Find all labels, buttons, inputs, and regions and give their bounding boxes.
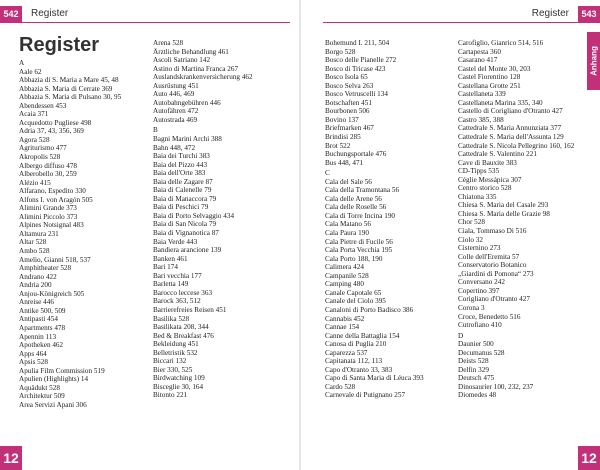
index-entry: Abbazia S. Maria di Pulsano 30, 95	[19, 93, 122, 102]
index-entry: Castellaneta 339	[458, 90, 506, 99]
index-entry: Cala delle Arene 56	[325, 194, 382, 203]
right-chapter-number: 12	[578, 446, 600, 470]
index-entry: Andria 200	[19, 281, 52, 290]
index-entry: Chiesa S. Maria delle Grazie 98	[458, 209, 550, 218]
left-chapter-number: 12	[0, 446, 22, 470]
index-entry: Alimini Piccolo 373	[19, 212, 78, 221]
index-entry: Auto 446, 469	[153, 90, 195, 99]
index-entry: Cala Matano 56	[325, 220, 371, 229]
index-entry: Abbazia S. Maria di Cerrate 369	[19, 84, 113, 93]
index-entry: Birdwatching 109	[153, 374, 205, 383]
index-entry: Cave di Bauxite 383	[458, 158, 517, 167]
index-entry: Corigliano d'Otranto 427	[458, 295, 530, 304]
page-title: Register	[19, 34, 100, 56]
index-entry: Abbazia di S. Maria a Mare 45, 48	[19, 76, 119, 85]
index-entry: Alpines Notsignal 483	[19, 221, 84, 230]
index-entry: Casarano 417	[458, 56, 498, 65]
index-entry: Botschaften 451	[325, 98, 372, 107]
index-entry: Cala delle Roselle 56	[325, 203, 387, 212]
index-entry: Acquedotto Pugliese 498	[19, 118, 92, 127]
index-entry: Bohemund I. 211, 504	[325, 39, 390, 47]
index-entry: Cattedrale S. Maria Annunziata 377	[458, 124, 562, 133]
index-entry: Bosco di Tricase 423	[325, 64, 386, 73]
index-entry: Bourbonen 506	[325, 107, 370, 116]
index-entry: Bovino 137	[325, 115, 359, 124]
index-entry: Apulien (Highlights) 14	[19, 375, 89, 384]
index-entry: Brot 522	[325, 141, 351, 150]
index-entry: Cala Porto 188, 190	[325, 254, 383, 263]
index-entry: Dinosaurier 100, 232, 237	[458, 382, 534, 391]
index-entry: Chiatona 335	[458, 192, 497, 201]
index-entry: Amelio, Gianni 518, 537	[19, 255, 91, 264]
index-entry: Bier 330, 525	[153, 365, 193, 374]
index-entry: Capo di Santa Maria di Léuca 393	[325, 374, 424, 383]
index-entry: Aquädukt 528	[19, 383, 60, 392]
index-entry: Canosa di Puglia 210	[325, 340, 387, 349]
index-entry: Barocco leccese 363	[153, 288, 213, 297]
index-entry: Alézio 415	[19, 178, 51, 187]
index-entry: Baia di Calenelle 79	[153, 186, 212, 195]
index-entry: Caparezza 537	[325, 348, 368, 357]
index-entry: Ciala, Tommaso Di 516	[458, 227, 527, 236]
index-entry: Apotheken 462	[19, 341, 64, 350]
index-entry: Cala Porta Vecchia 195	[325, 246, 393, 255]
index-entry: Canne della Battaglia 154	[325, 331, 400, 340]
index-entry: Autobahngebühren 446	[153, 98, 221, 107]
index-entry: Autofähren 472	[153, 107, 199, 116]
index-entry: Apartments 478	[19, 323, 66, 332]
index-entry: Bekleidung 451	[153, 340, 199, 349]
index-entry: Agora 528	[19, 135, 50, 144]
index-entry: Apsis 528	[19, 358, 48, 367]
index-entry: Chor 528	[458, 218, 485, 227]
index-entry: Baia di Manaccora 79	[153, 194, 217, 203]
index-entry: Apulia Film Commission 519	[19, 366, 105, 375]
index-entry: Decumanus 528	[458, 348, 505, 357]
index-entry: Ärztliche Behandlung 461	[153, 47, 229, 56]
right-page-header	[301, 6, 600, 22]
right-header-rule	[323, 22, 600, 23]
index-entry: Albergo diffuso 478	[19, 161, 78, 170]
index-entry: Area Servizi Apani 306	[19, 400, 87, 409]
index-entry: Carofiglio, Gianrico 514, 516	[458, 39, 544, 47]
index-entry: CD-Tipps 535	[458, 167, 500, 176]
index-entry: Conversano 242	[458, 278, 505, 287]
index-entry: Bosco Vetruscelli 134	[325, 90, 388, 99]
index-entry: Bitonto 221	[153, 391, 188, 400]
index-entry: Antike 500, 509	[19, 306, 66, 315]
index-entry: Castel Fiorentino 128	[458, 73, 521, 82]
index-entry: Alberobello 30, 259	[19, 170, 77, 179]
index-entry: Apennin 113	[19, 332, 57, 341]
index-entry: Ausrüstung 451	[153, 81, 199, 90]
index-entry: Briefmarken 467	[325, 124, 374, 133]
index-entry: Calimera 424	[325, 263, 364, 272]
index-entry: Bed & Breakfast 476	[153, 331, 214, 340]
index-entry: Ambo 528	[19, 247, 50, 256]
index-entry: Deists 528	[458, 357, 489, 366]
index-entry: Bari 174	[153, 263, 178, 272]
index-entry: Baia Verde 443	[153, 237, 198, 246]
index-entry: Baia del Pizzo 443	[153, 160, 208, 169]
index-entry: Andrano 422	[19, 272, 57, 281]
index-entry: Baia dei Turchi 383	[153, 152, 210, 161]
index-entry: Castel del Monte 30, 203	[458, 64, 531, 73]
index-entry: Castro 385, 388	[458, 115, 504, 124]
index-entry: Biccari 132	[153, 357, 187, 366]
index-entry: Cutrofiano 410	[458, 321, 502, 330]
index-entry: Diomedes 48	[458, 391, 497, 400]
index-entry: Arena 528	[153, 39, 184, 47]
index-entry: Capitanata 112, 113	[325, 357, 383, 366]
index-entry: Ascoli Satriano 142	[153, 56, 211, 65]
right-column-2	[458, 39, 574, 400]
index-entry: Bandiera arancione 139	[153, 246, 222, 255]
right-page-number: 543	[578, 6, 600, 22]
index-entry: Castellana Grotte 251	[458, 81, 521, 90]
index-entry: Architektur 509	[19, 392, 65, 401]
index-entry: Bosco Selva 263	[325, 81, 374, 90]
index-entry: Belletristik 532	[153, 348, 198, 357]
index-entry: Baia dell'Orte 383	[153, 169, 206, 178]
index-entry: Colle dell'Eremita 57	[458, 252, 520, 261]
index-entry: Aale 62	[19, 67, 42, 76]
left-page-number: 542	[0, 6, 22, 22]
index-entry: Campanile 528	[325, 271, 369, 280]
index-entry: Cannabis 452	[325, 314, 365, 323]
index-entry: Amphitheater 528	[19, 264, 72, 273]
index-entry: Cattedrale S. Valentino 221	[458, 150, 537, 159]
index-entry: Daunier 500	[458, 340, 494, 349]
index-letter-heading: B	[153, 126, 158, 135]
index-entry: Bisceglie 30, 164	[153, 382, 204, 391]
right-column-1	[325, 39, 424, 400]
index-entry: Baia di Porto Selvaggio 434	[153, 211, 235, 220]
index-entry: Akropolis 528	[19, 153, 61, 162]
index-entry: Abendessen 453	[19, 101, 67, 110]
index-entry: Barrierefreies Reisen 451	[153, 305, 227, 314]
index-entry: Baia delle Zagare 87	[153, 177, 213, 186]
left-page	[0, 0, 299, 470]
index-entry: Céglie Messápica 307	[458, 175, 522, 184]
index-entry: Canaloni di Porto Badisco 386	[325, 305, 414, 314]
index-entry: Cala Paura 190	[325, 229, 369, 238]
index-entry: Basilika 528	[153, 314, 190, 323]
index-entry: Bus 448, 471	[325, 158, 364, 167]
index-entry: Anjou-Königreich 505	[19, 289, 85, 298]
index-entry: Cala Pietre di Fucile 56	[325, 237, 393, 246]
index-entry: Cala del Sale 56	[325, 177, 372, 186]
index-entry: Conservatorio Botanico	[458, 261, 527, 270]
index-entry: Cala di Torre Incina 190	[325, 211, 396, 220]
index-entry: Barock 363, 512	[153, 297, 201, 306]
index-entry: Autostrada 469	[153, 115, 198, 124]
index-entry: Copertino 397	[458, 286, 500, 295]
index-entry: Apps 464	[19, 349, 47, 358]
index-entry: Cattedrale S. Nicola Pellegrino 160, 162	[458, 141, 575, 150]
index-entry: Basilikata 208, 344	[153, 323, 209, 332]
left-column-2	[153, 39, 253, 400]
index-entry: Cardo 528	[325, 382, 356, 391]
index-entry: Bari vecchia 177	[153, 271, 202, 280]
right-page	[301, 0, 600, 470]
right-header-label: Register	[531, 8, 569, 19]
section-tab	[587, 32, 600, 90]
index-entry: Corona 3	[458, 303, 485, 312]
index-entry: Canale del Ciolo 395	[325, 297, 386, 306]
index-entry: Bosco Isola 65	[325, 73, 368, 82]
index-entry: Centro storico 528	[458, 184, 512, 193]
index-entry: Cartapesta 360	[458, 47, 501, 56]
index-entry: Altamura 231	[19, 229, 59, 238]
index-entry: Acaia 371	[19, 110, 49, 119]
index-entry: Brindisi 285	[325, 133, 361, 142]
index-entry: Chiesa S. Maria del Casale 293	[458, 201, 549, 210]
index-entry: Capo d'Otranto 33, 383	[325, 365, 393, 374]
index-entry: Castello di Corigliano d'Otranto 427	[458, 107, 563, 116]
index-letter-heading: C	[325, 169, 330, 178]
index-entry: Alfons I. von Aragón 505	[19, 195, 93, 204]
index-entry: Anreise 446	[19, 298, 54, 307]
index-entry: Adria 37, 43, 356, 369	[19, 127, 84, 136]
index-entry: Camping 480	[325, 280, 364, 289]
index-entry: Canale Capotale 65	[325, 288, 382, 297]
index-entry: Agriturismo 477	[19, 144, 67, 153]
section-tab-label: Anhang	[589, 46, 598, 76]
index-entry: Carnevale di Putignano 257	[325, 391, 406, 400]
index-entry: Cisternino 273	[458, 244, 501, 253]
index-entry: Castellaneta Marina 335, 340	[458, 98, 543, 107]
left-column-1	[19, 57, 121, 409]
left-header-rule	[0, 22, 290, 23]
left-page-header	[0, 6, 299, 22]
index-entry: Alfarano, Espedito 330	[19, 187, 86, 196]
index-letter-heading: A	[19, 59, 25, 67]
index-entry: Baia di Vignanotica 87	[153, 229, 219, 238]
index-entry: Alimini Grande 373	[19, 204, 77, 213]
index-entry: Borgo 528	[325, 47, 356, 56]
index-entry: Buchungsportale 476	[325, 150, 387, 159]
index-entry: Ciolo 32	[458, 235, 483, 244]
index-letter-heading: D	[458, 331, 464, 340]
index-entry: Baia di San Nicola 79	[153, 220, 217, 229]
index-entry: Croce, Benedetto 516	[458, 312, 521, 321]
index-entry: „Giardini di Pomona“ 273	[458, 269, 534, 278]
index-entry: Astino di Martina Franca 267	[153, 64, 239, 73]
index-entry: Barletta 149	[153, 280, 189, 289]
index-entry: Cannae 154	[325, 323, 360, 332]
index-entry: Delfin 329	[458, 365, 489, 374]
index-entry: Cala della Tramontana 56	[325, 186, 400, 195]
index-entry: Antipasti 454	[19, 315, 58, 324]
index-entry: Deutsch 475	[458, 374, 495, 383]
index-entry: Bagni Marini Archi 388	[153, 135, 222, 144]
index-entry: Auslandskrankenversicherung 462	[153, 73, 253, 82]
index-entry: Bahn 448, 472	[153, 143, 196, 152]
index-entry: Altar 528	[19, 238, 47, 247]
index-entry: Bosco delle Pianelle 272	[325, 56, 397, 65]
index-entry: Banken 461	[153, 254, 188, 263]
index-entry: Baia di Peschici 79	[153, 203, 209, 212]
left-header-label: Register	[31, 8, 69, 19]
index-entry: Cattedrale S. Maria dell'Assunta 129	[458, 133, 564, 142]
